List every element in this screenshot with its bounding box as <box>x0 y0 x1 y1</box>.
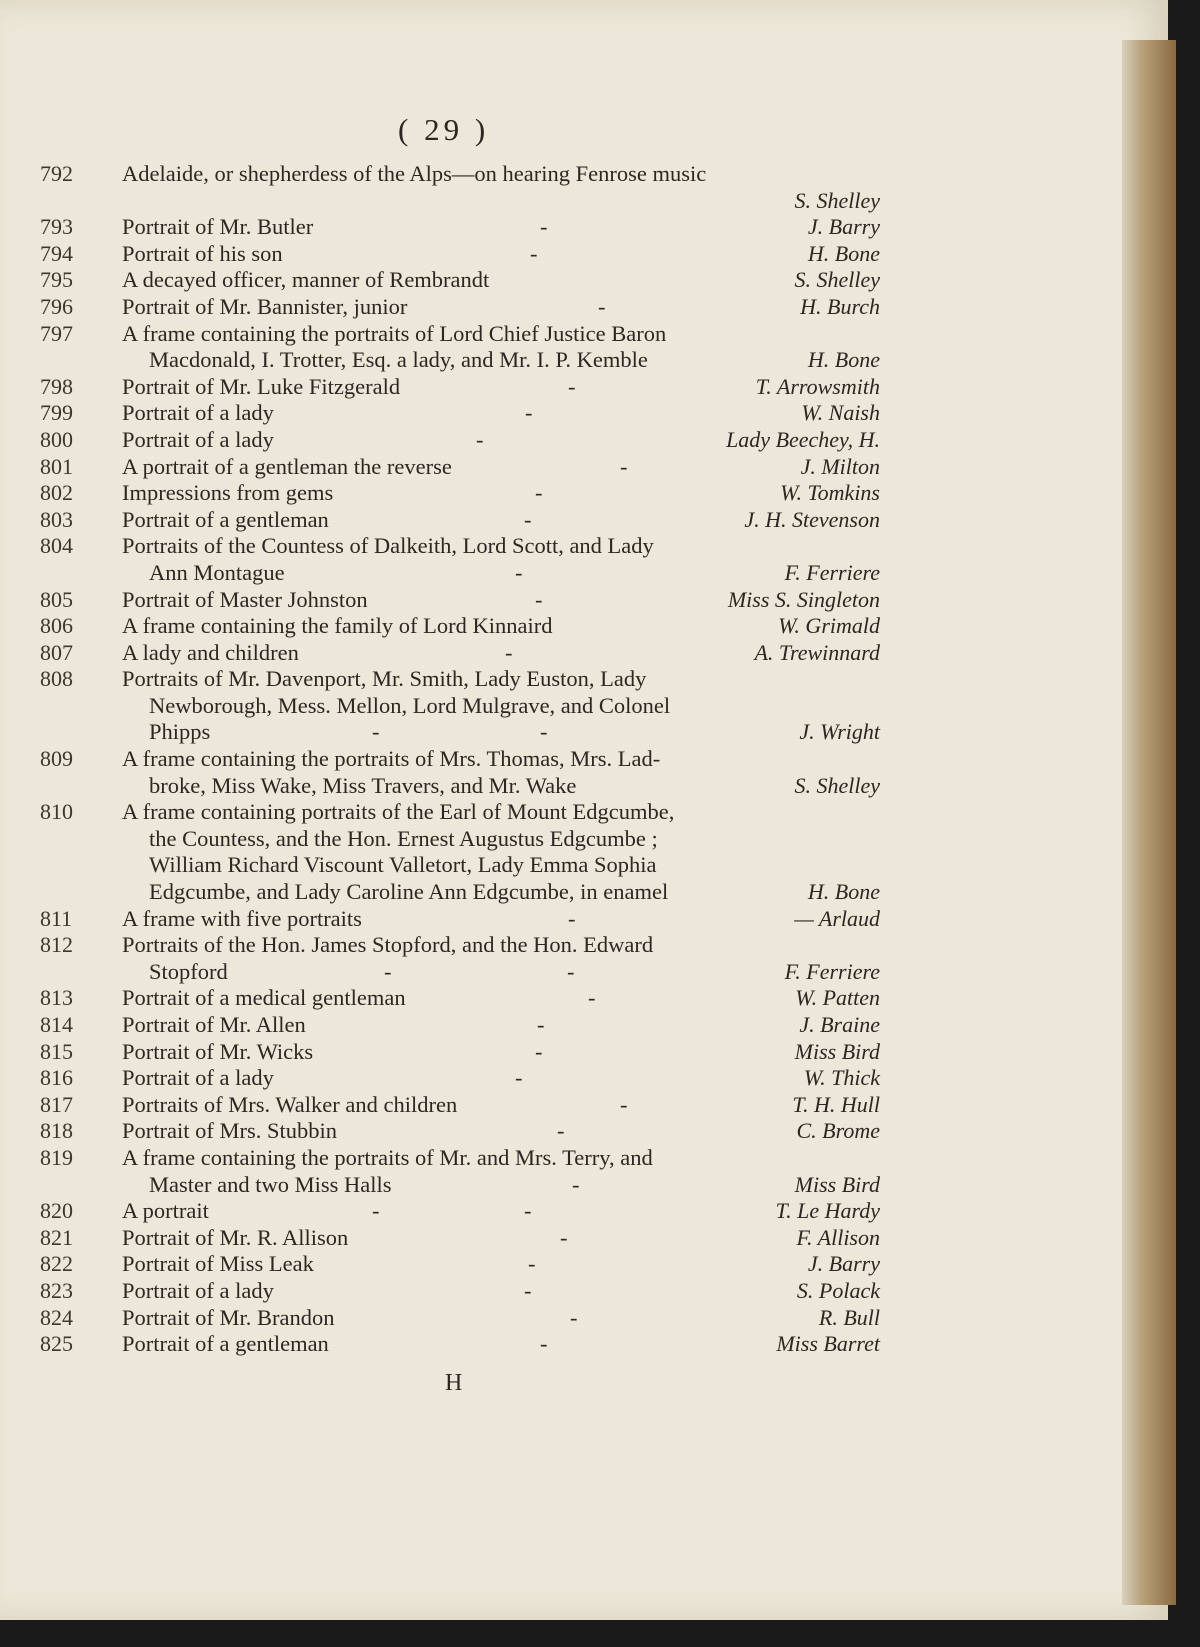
entry-title: Master and two Miss Halls <box>149 1171 392 1197</box>
entry-dash: - <box>535 1038 543 1064</box>
entry-line <box>0 640 1168 667</box>
entry-artist: W. Grimald <box>778 613 880 639</box>
entry-line <box>0 427 1168 454</box>
catalogue-entries <box>0 161 1168 1358</box>
entry-line <box>0 693 1168 720</box>
entry-artist: R. Bull <box>818 1304 880 1330</box>
catalogue-entry <box>0 507 1168 534</box>
entry-number: 821 <box>40 1224 73 1250</box>
entry-artist: H. Bone <box>807 347 880 373</box>
entry-title: the Countess, and the Hon. Ernest Augustus Edgcumbe ; <box>149 825 658 851</box>
entry-artist: T. H. Hull <box>792 1091 880 1117</box>
entry-title: Portraits of the Hon. James Stopford, and the Hon. Edward <box>122 932 654 958</box>
catalogue-entry <box>0 214 1168 241</box>
entry-number: 812 <box>40 932 73 958</box>
entry-title: Edgcumbe, and Lady Caroline Ann Edgcumbe, in enamel <box>149 879 669 905</box>
catalogue-entry <box>0 1039 1168 1066</box>
catalogue-entry <box>0 454 1168 481</box>
entry-dash: - <box>537 1012 545 1037</box>
entry-title: Portrait of Mr. Butler <box>122 214 314 240</box>
entry-title: William Richard Viscount Valletort, Lady Emma Sophia <box>149 852 657 878</box>
entry-number: 809 <box>40 746 73 772</box>
entry-title: Portrait of Mr. Luke Fitzgerald <box>122 373 401 399</box>
entry-title: Portrait of a lady <box>122 426 274 452</box>
entry-artist: S. Shelley <box>794 772 880 798</box>
catalogue-entry <box>0 427 1168 454</box>
entry-number: 813 <box>40 985 73 1011</box>
entry-artist: J. Wright <box>799 719 880 745</box>
catalogue-entry <box>0 746 1168 799</box>
signature-mark: H <box>445 1370 463 1396</box>
entry-dash: - <box>588 985 596 1011</box>
entry-dash: - <box>515 1065 523 1091</box>
entry-title: A portrait of a gentleman the reverse <box>122 453 452 479</box>
entry-title: Portrait of a lady <box>122 1277 274 1303</box>
entry-line <box>0 1251 1168 1278</box>
entry-number: 815 <box>40 1038 73 1064</box>
entry-number: 820 <box>40 1198 73 1224</box>
entry-artist: S. Polack <box>796 1277 880 1303</box>
entry-line <box>0 1039 1168 1066</box>
entry-line <box>0 959 1168 986</box>
entry-artist: W. Tomkins <box>780 480 880 506</box>
entry-number: 811 <box>40 905 73 931</box>
entry-line <box>0 666 1168 693</box>
entry-dash: - <box>570 1304 578 1330</box>
catalogue-entry <box>0 1065 1168 1092</box>
entry-number: 823 <box>40 1277 73 1303</box>
entry-line <box>0 719 1168 746</box>
entry-title: Portrait of Mr. Bannister, junior <box>122 293 408 319</box>
catalogue-entry <box>0 533 1168 586</box>
entry-line <box>0 906 1168 933</box>
entry-dash: - <box>535 586 543 612</box>
entry-dash: - <box>540 214 548 240</box>
entry-title: Phipps <box>149 719 211 745</box>
entry-line <box>0 1331 1168 1358</box>
entry-number: 798 <box>40 373 73 399</box>
entry-title: Portrait of Mr. R. Allison <box>122 1224 349 1250</box>
catalogue-entry <box>0 587 1168 614</box>
entry-artist: S. Shelley <box>794 187 880 213</box>
entry-artist: H. Burch <box>800 293 880 319</box>
entry-artist: F. Ferriere <box>784 958 880 984</box>
entry-dash: - <box>372 1198 380 1224</box>
entry-line <box>0 799 1168 826</box>
entry-line <box>0 1198 1168 1225</box>
entry-title: Portrait of Master Johnston <box>122 586 368 612</box>
entry-number: 795 <box>40 267 73 293</box>
entry-number: 796 <box>40 293 73 319</box>
entry-dash: - <box>560 1224 568 1250</box>
entry-title: broke, Miss Wake, Miss Travers, and Mr. Wake <box>149 772 577 798</box>
catalogue-entry <box>0 985 1168 1012</box>
entry-line <box>0 1145 1168 1172</box>
entry-title: A frame containing the portraits of Lord Chief Justice Baron <box>122 320 667 346</box>
catalogue-entry <box>0 1092 1168 1119</box>
entry-title: A frame containing portraits of the Earl of Mount Edgcumbe, <box>122 799 675 825</box>
catalogue-entry <box>0 906 1168 933</box>
entry-dash: - <box>540 1331 548 1357</box>
entry-dash: - <box>567 958 575 984</box>
entry-dash: - <box>524 1277 532 1303</box>
entry-number: 799 <box>40 400 73 426</box>
entry-title: Portrait of Mrs. Stubbin <box>122 1118 338 1144</box>
entry-number: 801 <box>40 453 73 479</box>
entry-line <box>0 507 1168 534</box>
entry-title: A lady and children <box>122 639 299 665</box>
entry-artist: J. Milton <box>800 453 880 479</box>
entry-line <box>0 241 1168 268</box>
entry-artist: W. Naish <box>801 400 880 426</box>
entry-line <box>0 852 1168 879</box>
entry-line <box>0 1172 1168 1199</box>
entry-dash: - <box>540 719 548 745</box>
catalogue-entry <box>0 267 1168 294</box>
entry-artist: J. Barry <box>807 1251 880 1277</box>
entry-line <box>0 374 1168 401</box>
catalogue-entry <box>0 640 1168 667</box>
entry-title: Portraits of Mrs. Walker and children <box>122 1091 458 1117</box>
entry-number: 822 <box>40 1251 73 1277</box>
entry-line <box>0 613 1168 640</box>
entry-number: 814 <box>40 1012 73 1037</box>
entry-line <box>0 454 1168 481</box>
entry-artist: W. Patten <box>795 985 880 1011</box>
entry-title: Macdonald, I. Trotter, Esq. a lady, and Mr. I. P. Kemble <box>149 347 648 373</box>
entry-title: Portrait of a medical gentleman <box>122 985 406 1011</box>
catalogue-entry <box>0 161 1168 214</box>
entry-artist: Miss Bird <box>794 1171 880 1197</box>
catalogue-entry <box>0 932 1168 985</box>
entry-line <box>0 985 1168 1012</box>
entry-dash: - <box>515 559 523 585</box>
entry-line <box>0 1225 1168 1252</box>
catalogue-entry <box>0 374 1168 401</box>
entry-number: 804 <box>40 533 73 559</box>
catalogue-entry <box>0 1198 1168 1225</box>
entry-artist: — Arlaud <box>794 905 880 931</box>
page-number-header: ( 29 ) <box>398 112 490 147</box>
entry-line <box>0 267 1168 294</box>
entry-line <box>0 1305 1168 1332</box>
entry-artist: W. Thick <box>803 1065 880 1091</box>
entry-number: 800 <box>40 426 73 452</box>
entry-artist: J. H. Stevenson <box>744 506 880 532</box>
entry-title: Portrait of Mr. Allen <box>122 1012 306 1037</box>
entry-artist: J. Barry <box>807 214 880 240</box>
entry-title: A frame containing the portraits of Mrs. Thomas, Mrs. Lad- <box>122 746 661 772</box>
entry-number: 794 <box>40 240 73 266</box>
entry-title: Portrait of a lady <box>122 1065 274 1091</box>
entry-title: Stopford <box>149 958 228 984</box>
entry-line <box>0 480 1168 507</box>
entry-artist: T. Arrowsmith <box>755 373 880 399</box>
entry-line <box>0 1092 1168 1119</box>
entry-dash: - <box>530 240 538 266</box>
entry-title: Portrait of a gentleman <box>122 506 329 532</box>
entry-title: Adelaide, or shepherdess of the Alps—on hearing Fenrose music <box>122 161 707 186</box>
entry-line <box>0 560 1168 587</box>
entry-line <box>0 188 1168 215</box>
entry-title: Portrait of his son <box>122 240 283 266</box>
entry-number: 818 <box>40 1118 73 1144</box>
entry-line <box>0 879 1168 906</box>
entry-title: Portraits of the Countess of Dalkeith, Lord Scott, and Lady <box>122 533 654 559</box>
entry-title: A frame containing the family of Lord Kinnaird <box>122 613 553 639</box>
entry-number: 793 <box>40 214 73 240</box>
catalogue-entry <box>0 666 1168 746</box>
entry-line <box>0 1118 1168 1145</box>
entry-line <box>0 161 1168 188</box>
entry-dash: - <box>384 958 392 984</box>
entry-title: A portrait <box>122 1198 209 1224</box>
catalogue-entry <box>0 400 1168 427</box>
entry-line <box>0 1065 1168 1092</box>
entry-number: 825 <box>40 1331 73 1357</box>
entry-number: 803 <box>40 506 73 532</box>
entry-line <box>0 347 1168 374</box>
entry-title: A frame with five portraits <box>122 905 362 931</box>
entry-artist: C. Brome <box>796 1118 880 1144</box>
entry-dash: - <box>535 480 543 506</box>
entry-dash: - <box>572 1171 580 1197</box>
entry-title: Portrait of a lady <box>122 400 274 426</box>
entry-line <box>0 773 1168 800</box>
entry-line <box>0 214 1168 241</box>
entry-title: Portraits of Mr. Davenport, Mr. Smith, Lady Euston, Lady <box>122 666 647 692</box>
entry-number: 802 <box>40 480 73 506</box>
entry-artist: Miss Bird <box>794 1038 880 1064</box>
entry-line <box>0 932 1168 959</box>
catalogue-entry <box>0 1251 1168 1278</box>
entry-line <box>0 321 1168 348</box>
entry-dash: - <box>505 639 513 665</box>
entry-dash: - <box>524 506 532 532</box>
entry-dash: - <box>524 1198 532 1224</box>
catalogue-entry <box>0 1012 1168 1039</box>
entry-line <box>0 533 1168 560</box>
entry-title: Portrait of Mr. Brandon <box>122 1304 335 1330</box>
entry-title: Portrait of Miss Leak <box>122 1251 314 1277</box>
entry-number: 824 <box>40 1304 73 1330</box>
entry-number: 808 <box>40 666 73 692</box>
catalogue-entry <box>0 1331 1168 1358</box>
entry-number: 807 <box>40 639 73 665</box>
catalogue-entry <box>0 294 1168 321</box>
entry-number: 810 <box>40 799 73 825</box>
catalogue-entry <box>0 1118 1168 1145</box>
entry-number: 819 <box>40 1144 73 1170</box>
entry-number: 805 <box>40 586 73 612</box>
entry-dash: - <box>568 373 576 399</box>
entry-dash: - <box>620 453 628 479</box>
entry-number: 792 <box>40 161 73 186</box>
entry-title: Newborough, Mess. Mellon, Lord Mulgrave, and Colonel <box>149 692 671 718</box>
entry-title: Ann Montague <box>149 559 285 585</box>
entry-artist: Lady Beechey, H. <box>726 426 880 452</box>
entry-artist: A. Trewinnard <box>754 639 880 665</box>
entry-number: 797 <box>40 320 73 346</box>
entry-dash: - <box>528 1251 536 1277</box>
entry-dash: - <box>568 905 576 931</box>
entry-dash: - <box>525 400 533 426</box>
catalogue-entry <box>0 480 1168 507</box>
entry-artist: Miss Barret <box>776 1331 880 1357</box>
entry-artist: H. Bone <box>807 879 880 905</box>
entry-number: 816 <box>40 1065 73 1091</box>
entry-artist: Miss S. Singleton <box>727 586 880 612</box>
entry-dash: - <box>598 293 606 319</box>
entry-line <box>0 746 1168 773</box>
entry-number: 806 <box>40 613 73 639</box>
entry-dash: - <box>557 1118 565 1144</box>
entry-title: Portrait of a gentleman <box>122 1331 329 1357</box>
entry-line <box>0 1012 1168 1039</box>
entry-dash: - <box>620 1091 628 1117</box>
entry-title: Portrait of Mr. Wicks <box>122 1038 314 1064</box>
entry-dash: - <box>476 426 484 452</box>
entry-line <box>0 294 1168 321</box>
catalogue-entry <box>0 613 1168 640</box>
entry-artist: T. Le Hardy <box>775 1198 880 1224</box>
entry-artist: H. Bone <box>807 240 880 266</box>
entry-artist: F. Ferriere <box>784 559 880 585</box>
catalogue-entry <box>0 1278 1168 1305</box>
entry-title: A frame containing the portraits of Mr. and Mrs. Terry, and <box>122 1144 653 1170</box>
entry-line <box>0 587 1168 614</box>
catalogue-entry <box>0 1145 1168 1198</box>
catalogue-entry <box>0 321 1168 374</box>
catalogue-entry <box>0 1305 1168 1332</box>
entry-title: A decayed officer, manner of Rembrandt <box>122 267 490 293</box>
entry-line <box>0 826 1168 853</box>
catalogue-entry <box>0 241 1168 268</box>
entry-artist: F. Allison <box>796 1224 880 1250</box>
entry-line <box>0 400 1168 427</box>
entry-title: Impressions from gems <box>122 480 334 506</box>
entry-number: 817 <box>40 1091 73 1117</box>
catalogue-entry <box>0 799 1168 905</box>
catalogue-entry <box>0 1225 1168 1252</box>
entry-line <box>0 1278 1168 1305</box>
entry-artist: S. Shelley <box>794 267 880 293</box>
entry-dash: - <box>372 719 380 745</box>
entry-artist: J. Braine <box>799 1012 880 1037</box>
